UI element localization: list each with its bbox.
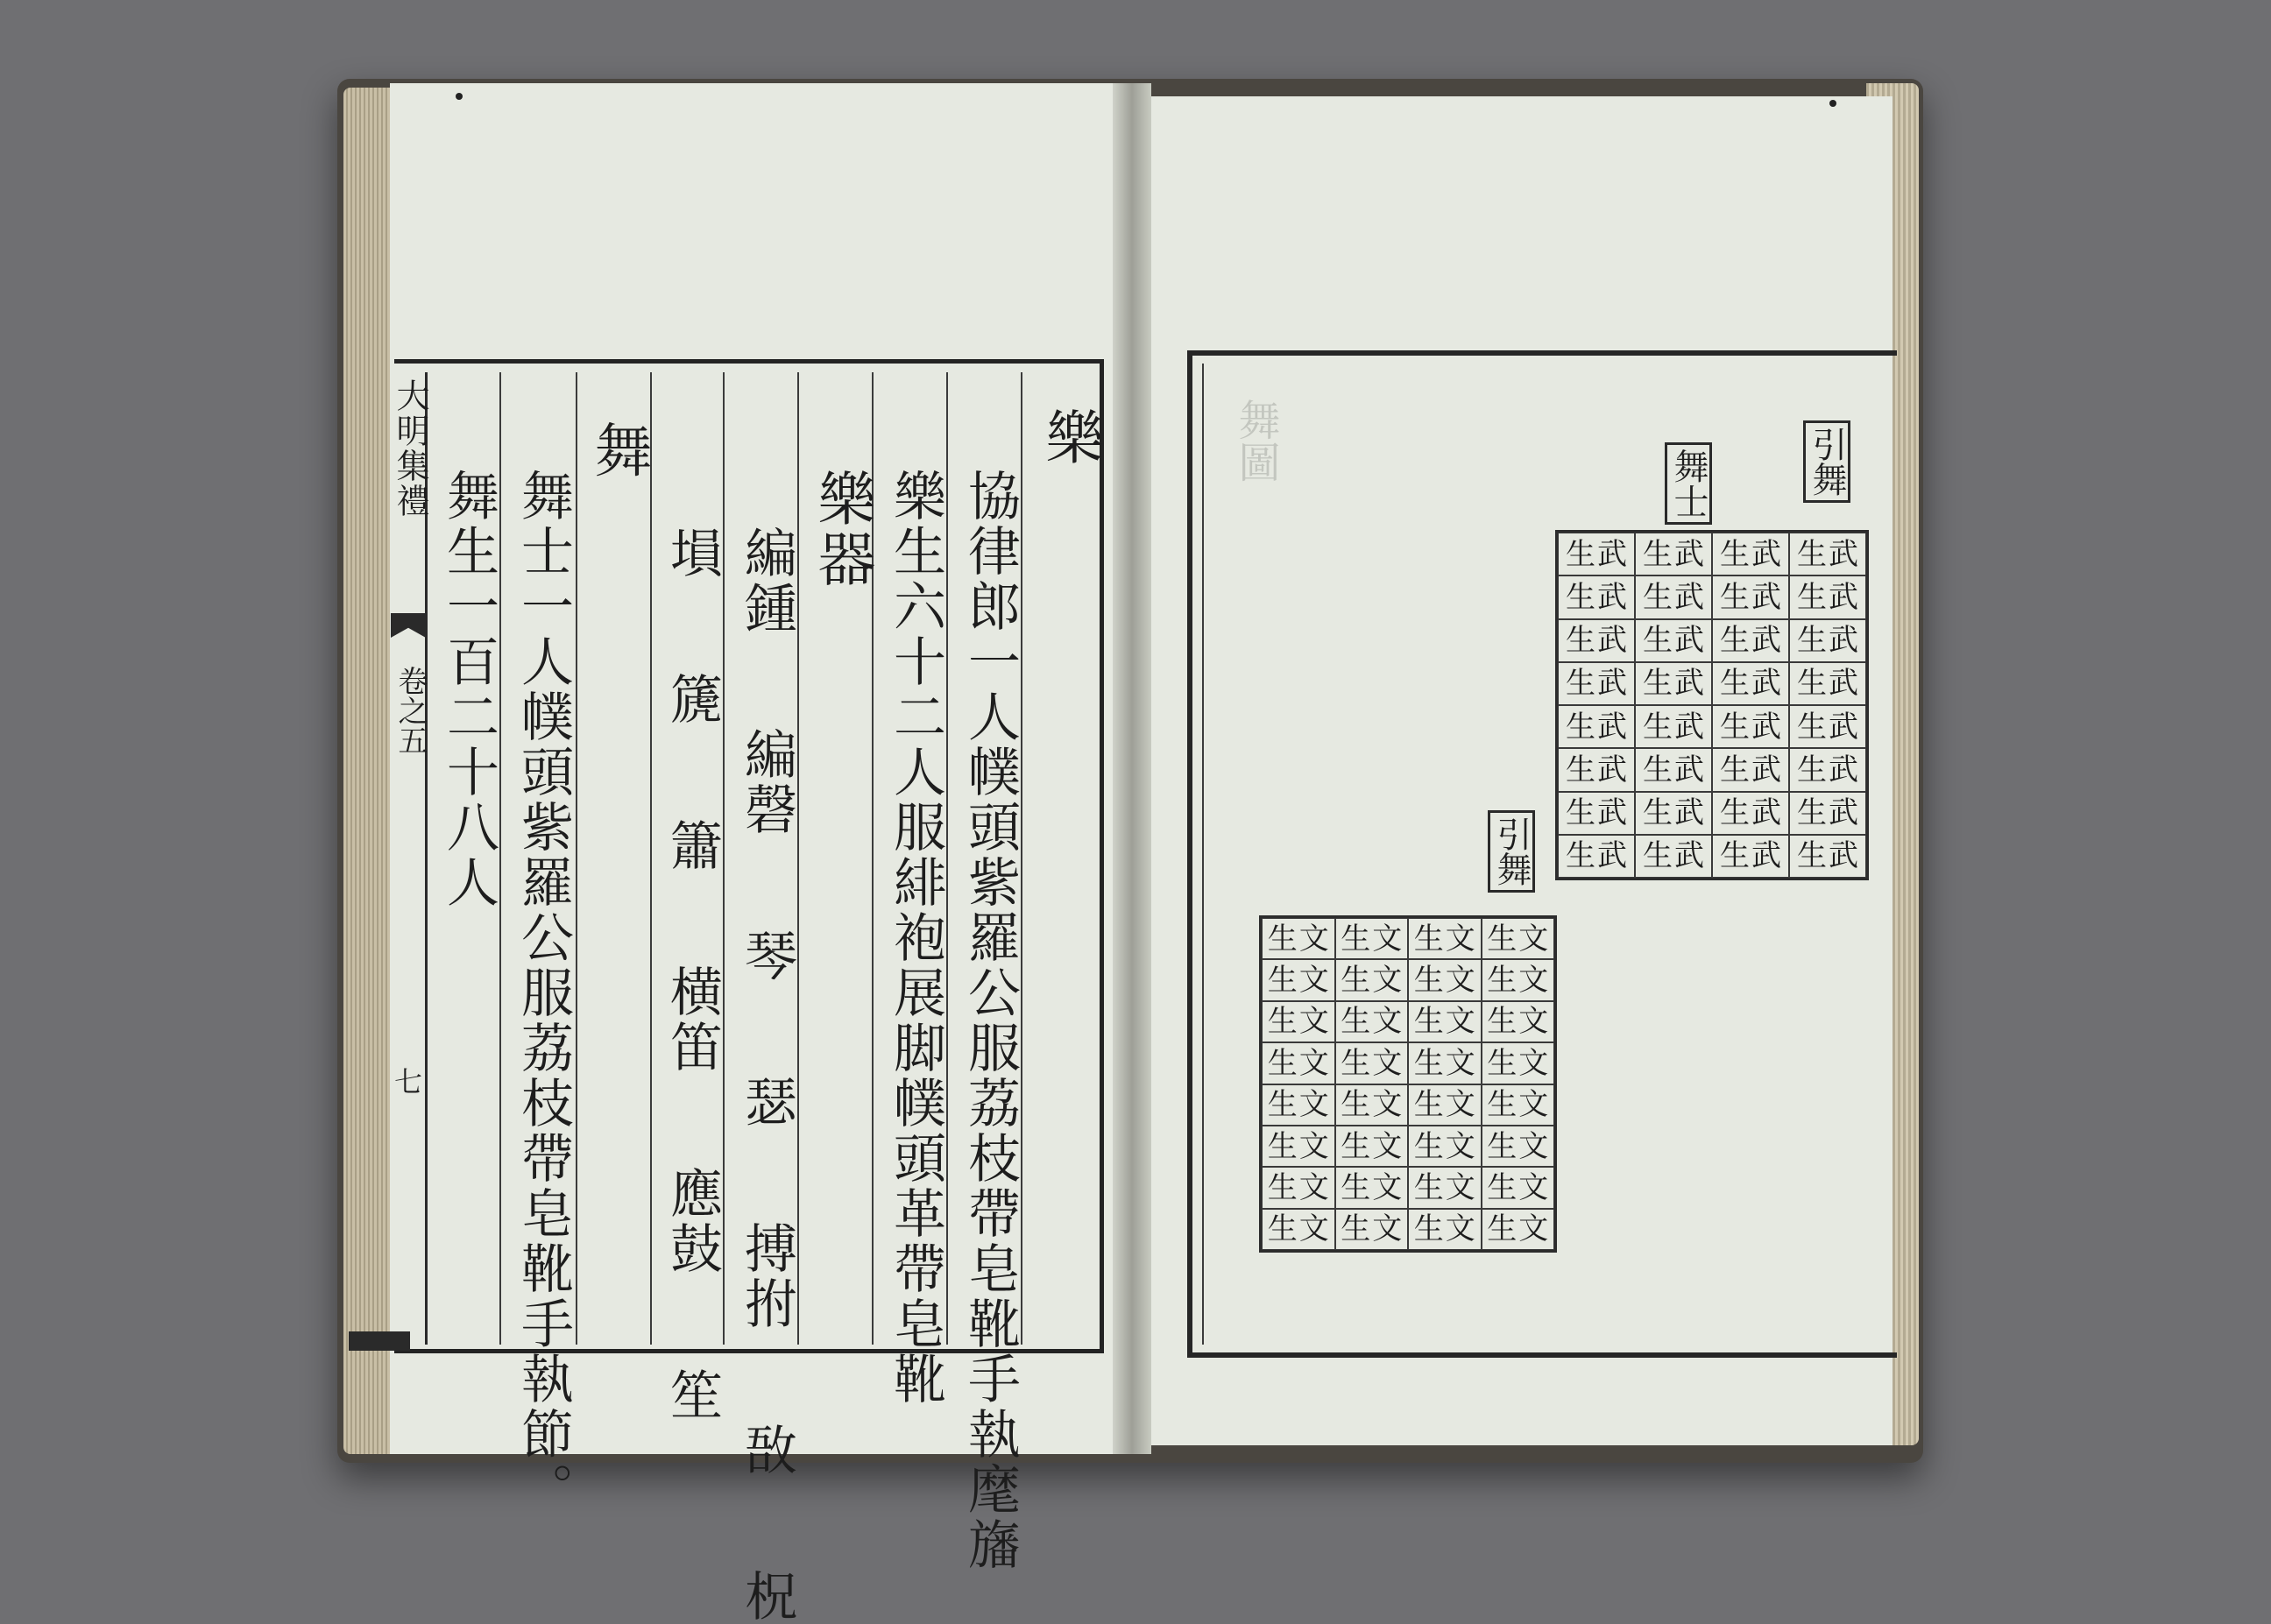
dancer-char-left: 生 [1413,1169,1444,1205]
dancer-cell [1262,1209,1335,1250]
dancer-cell [1558,619,1635,662]
dancer-cell [1635,705,1712,748]
dancer-cell [1712,835,1789,878]
dancer-char-right: 武 [1751,795,1781,831]
instrument: 瑟 [736,1075,797,1130]
dancer-cell [1635,792,1712,835]
dancer-char-right: 武 [1597,795,1627,831]
dancer-cell [1712,619,1789,662]
column-rule [650,372,652,1345]
dancer-char-left: 生 [1566,579,1595,615]
dancer-char-left: 生 [1413,1087,1444,1123]
dancer-char-left: 生 [1720,838,1750,874]
dancer-char-left: 生 [1341,1211,1371,1247]
dancer-char-left: 生 [1413,1045,1444,1081]
dancer-char-left: 生 [1487,1004,1518,1040]
dancer-char-left: 生 [1341,1004,1371,1040]
instrument: 搏拊 [736,1221,797,1331]
dancer-char-right: 文 [1372,1045,1403,1081]
dancer-char-left: 生 [1413,1211,1444,1247]
dancer-cell [1635,619,1712,662]
dancer-char-left: 生 [1566,795,1595,831]
dancer-char-right: 文 [1372,1004,1403,1040]
dancer-cell [1335,959,1409,1000]
dancer-char-right: 武 [1751,838,1781,874]
dancer-char-left: 生 [1487,1211,1518,1247]
dancer-char-right: 武 [1597,666,1627,702]
dancer-char-right: 武 [1597,838,1627,874]
dancer-char-right: 文 [1445,1045,1475,1081]
dancer-char-left: 生 [1643,579,1673,615]
dancer-char-left: 生 [1341,921,1371,957]
dancer-char-left: 生 [1413,921,1444,957]
dancer-char-left: 生 [1720,623,1750,659]
dancer-char-left: 生 [1267,1211,1298,1247]
instrument-column-2 [657,526,727,1423]
heading-dance: 舞 [584,420,652,481]
dancer-char-left: 生 [1566,623,1595,659]
dancer-char-right: 武 [1829,752,1858,787]
dancer-char-left: 生 [1720,536,1750,572]
dancer-char-left: 生 [1487,1128,1518,1164]
dancer-cell [1558,705,1635,748]
dancer-char-right: 武 [1751,536,1781,572]
dancer-char-right: 文 [1518,1045,1549,1081]
dancer-cell [1482,959,1555,1000]
label-yinwu-top: 引舞 [1803,420,1850,503]
dancer-char-left: 生 [1566,709,1595,745]
dancer-cell [1335,1209,1409,1250]
dancer-cell [1635,662,1712,705]
dancer-char-right: 武 [1674,666,1704,702]
dancer-cell [1789,705,1866,748]
dancer-char-left: 生 [1643,536,1673,572]
dancer-char-right: 文 [1518,1169,1549,1205]
dancer-cell [1789,575,1866,618]
dancer-cell [1262,1126,1335,1167]
instrument-column-1 [732,526,802,1624]
dancer-char-right: 文 [1518,1128,1549,1164]
dancer-cell [1408,959,1482,1000]
dancer-cell [1262,918,1335,959]
dancer-char-right: 武 [1829,709,1858,745]
bleed-through-title: 舞圖 [1231,399,1280,483]
dancer-char-left: 生 [1797,666,1827,702]
instrument: 編鍾 [736,526,797,636]
banxin-page-number: 七 [394,1065,423,1098]
dancer-char-left: 生 [1566,752,1595,787]
dancer-char-right: 武 [1674,623,1704,659]
dancer-cell [1408,1001,1482,1042]
text-column-xielu: 協律郎一人幞頭紫羅公服荔枝帶皂靴手執麾旛 [959,469,1021,1572]
dancer-char-right: 文 [1298,1128,1329,1164]
dancer-char-left: 生 [1720,709,1750,745]
dancer-char-right: 文 [1518,1087,1549,1123]
dancer-char-right: 武 [1674,579,1704,615]
civil-dancer-grid [1259,915,1557,1253]
dancer-char-left: 生 [1267,1087,1298,1123]
dancer-char-left: 生 [1267,1128,1298,1164]
dancer-char-left: 生 [1643,838,1673,874]
dancer-char-right: 文 [1445,963,1475,999]
dancer-char-right: 武 [1751,709,1781,745]
banxin-title: 大明集禮 [391,378,429,519]
dancer-cell [1635,748,1712,791]
dancer-char-left: 生 [1797,838,1827,874]
dancer-char-right: 武 [1674,709,1704,745]
text-column-wusheng: 舞生一百二十八人 [438,469,499,910]
dancer-cell [1635,533,1712,575]
dancer-char-right: 武 [1674,838,1704,874]
dancer-cell [1335,1126,1409,1167]
dancer-char-left: 生 [1720,579,1750,615]
dancer-char-left: 生 [1720,795,1750,831]
dancer-char-right: 武 [1829,795,1858,831]
dancer-char-right: 文 [1298,1211,1329,1247]
banxin-bottom-bar [349,1331,410,1351]
dancer-char-right: 武 [1597,579,1627,615]
dancer-cell [1635,835,1712,878]
dancer-cell [1558,835,1635,878]
dancer-cell [1262,1001,1335,1042]
dancer-char-left: 生 [1566,838,1595,874]
dancer-char-left: 生 [1797,709,1827,745]
dancer-char-right: 武 [1829,623,1858,659]
dancer-char-right: 武 [1597,536,1627,572]
dancer-char-left: 生 [1341,1169,1371,1205]
dancer-char-right: 文 [1372,1169,1403,1205]
dancer-char-left: 生 [1797,752,1827,787]
dancer-cell [1482,1084,1555,1126]
dancer-char-right: 武 [1829,579,1858,615]
dancer-char-right: 文 [1518,1004,1549,1040]
dancer-char-right: 文 [1372,1128,1403,1164]
dancer-char-left: 生 [1267,963,1298,999]
dancer-cell [1712,662,1789,705]
dancer-char-right: 文 [1298,1169,1329,1205]
dancer-char-left: 生 [1487,921,1518,957]
dancer-char-left: 生 [1267,1045,1298,1081]
dancer-char-left: 生 [1341,1087,1371,1123]
banxin-juan: 卷之五 [393,666,428,755]
dancer-cell [1262,1084,1335,1126]
dancer-cell [1789,835,1866,878]
dancer-char-left: 生 [1797,623,1827,659]
dancer-cell [1408,1167,1482,1208]
dancer-char-right: 文 [1298,1004,1329,1040]
dancer-char-left: 生 [1720,666,1750,702]
dancer-cell [1408,1042,1482,1084]
dancer-char-left: 生 [1341,1045,1371,1081]
dancer-char-left: 生 [1487,1087,1518,1123]
dancer-char-left: 生 [1643,795,1673,831]
dancer-cell [1482,1209,1555,1250]
dancer-char-left: 生 [1797,579,1827,615]
dancer-cell [1262,1167,1335,1208]
dancer-char-right: 文 [1445,1087,1475,1123]
instrument: 篪 [661,672,723,727]
dancer-char-left: 生 [1487,1045,1518,1081]
dancer-cell [1482,1042,1555,1084]
dancer-cell [1635,575,1712,618]
dancer-char-right: 文 [1298,921,1329,957]
dancer-cell [1482,1167,1555,1208]
binding-hole [456,93,463,100]
dancer-char-left: 生 [1267,1004,1298,1040]
instrument: 簫 [661,818,723,873]
dancer-char-left: 生 [1487,1169,1518,1205]
dancer-char-left: 生 [1643,752,1673,787]
dancer-char-right: 文 [1298,1087,1329,1123]
dancer-char-left: 生 [1797,795,1827,831]
dancer-char-right: 文 [1445,1211,1475,1247]
dancer-char-right: 武 [1829,666,1858,702]
dancer-char-right: 文 [1372,963,1403,999]
dancer-char-left: 生 [1797,536,1827,572]
label-yinwu-mid: 引舞 [1488,810,1535,893]
dancer-char-left: 生 [1487,963,1518,999]
dancer-char-left: 生 [1566,666,1595,702]
instrument: 應鼓 [661,1166,723,1276]
dancer-char-left: 生 [1341,963,1371,999]
instrument: 塤 [661,526,723,581]
dancer-cell [1712,575,1789,618]
dancer-char-left: 生 [1413,1004,1444,1040]
dancer-cell [1335,918,1409,959]
dancer-cell [1558,533,1635,575]
dancer-char-right: 文 [1518,963,1549,999]
dancer-char-right: 武 [1751,666,1781,702]
instrument: 琴 [736,929,797,984]
dancer-cell [1712,705,1789,748]
dancer-cell [1335,1001,1409,1042]
dancer-cell [1712,533,1789,575]
dancer-char-right: 武 [1829,536,1858,572]
dancer-cell [1335,1167,1409,1208]
dancer-cell [1558,748,1635,791]
dancer-char-right: 文 [1445,921,1475,957]
dancer-char-right: 武 [1751,752,1781,787]
dancer-cell [1789,792,1866,835]
dancer-char-right: 武 [1674,536,1704,572]
dancer-cell [1558,575,1635,618]
dancer-cell [1335,1084,1409,1126]
dancer-char-right: 文 [1445,1004,1475,1040]
instrument: 柷 [736,1569,797,1624]
instrument: 敔 [736,1423,797,1478]
dancer-cell [1482,1001,1555,1042]
dancer-cell [1789,533,1866,575]
dancer-char-right: 文 [1518,1211,1549,1247]
dancer-cell [1558,792,1635,835]
dancer-cell [1789,748,1866,791]
martial-dancer-grid [1555,530,1869,880]
dancer-cell [1335,1042,1409,1084]
dancer-char-right: 武 [1597,623,1627,659]
dancer-char-left: 生 [1643,623,1673,659]
dancer-char-right: 文 [1298,963,1329,999]
dancer-char-left: 生 [1643,666,1673,702]
dancer-char-left: 生 [1413,963,1444,999]
book-gutter [1113,83,1151,1454]
dancer-cell [1262,959,1335,1000]
dancer-cell [1558,662,1635,705]
dancer-char-right: 武 [1751,579,1781,615]
dancer-cell [1408,918,1482,959]
label-wushi: 舞士 [1665,442,1712,525]
dancer-char-right: 武 [1674,752,1704,787]
instrument: 笙 [661,1367,723,1423]
dancer-char-left: 生 [1643,709,1673,745]
dancer-char-right: 武 [1597,752,1627,787]
dancer-char-right: 文 [1372,1211,1403,1247]
dancer-char-right: 文 [1445,1128,1475,1164]
instrument: 編磬 [736,727,797,837]
dancer-cell [1712,792,1789,835]
dancer-cell [1408,1209,1482,1250]
text-column-wushi: 舞士一人幞頭紫羅公服荔枝帶皂靴手執節。 [513,469,574,1517]
dancer-char-right: 文 [1298,1045,1329,1081]
heading-music: 樂 [1036,407,1103,468]
dancer-cell [1789,619,1866,662]
dancer-char-right: 武 [1751,623,1781,659]
text-column-yuesheng: 樂生六十二人服緋袍展脚幞頭革帶皂靴 [885,469,946,1407]
dancer-char-left: 生 [1720,752,1750,787]
dancer-char-right: 文 [1372,1087,1403,1123]
dancer-char-left: 生 [1267,1169,1298,1205]
dancer-char-left: 生 [1267,921,1298,957]
dancer-cell [1262,1042,1335,1084]
dancer-char-right: 文 [1445,1169,1475,1205]
dancer-char-right: 文 [1518,921,1549,957]
dancer-char-left: 生 [1413,1128,1444,1164]
heading-instruments: 樂器 [808,469,875,590]
dancer-char-right: 武 [1597,709,1627,745]
dancer-cell [1789,662,1866,705]
instrument: 横笛 [661,964,723,1075]
dancer-char-right: 文 [1372,921,1403,957]
dancer-char-left: 生 [1566,536,1595,572]
dancer-cell [1408,1126,1482,1167]
dancer-char-left: 生 [1341,1128,1371,1164]
binding-hole [1829,100,1836,107]
dancer-char-right: 武 [1674,795,1704,831]
dancer-cell [1482,1126,1555,1167]
dancer-cell [1408,1084,1482,1126]
dancer-cell [1712,748,1789,791]
dancer-cell [1482,918,1555,959]
dancer-char-right: 武 [1829,838,1858,874]
